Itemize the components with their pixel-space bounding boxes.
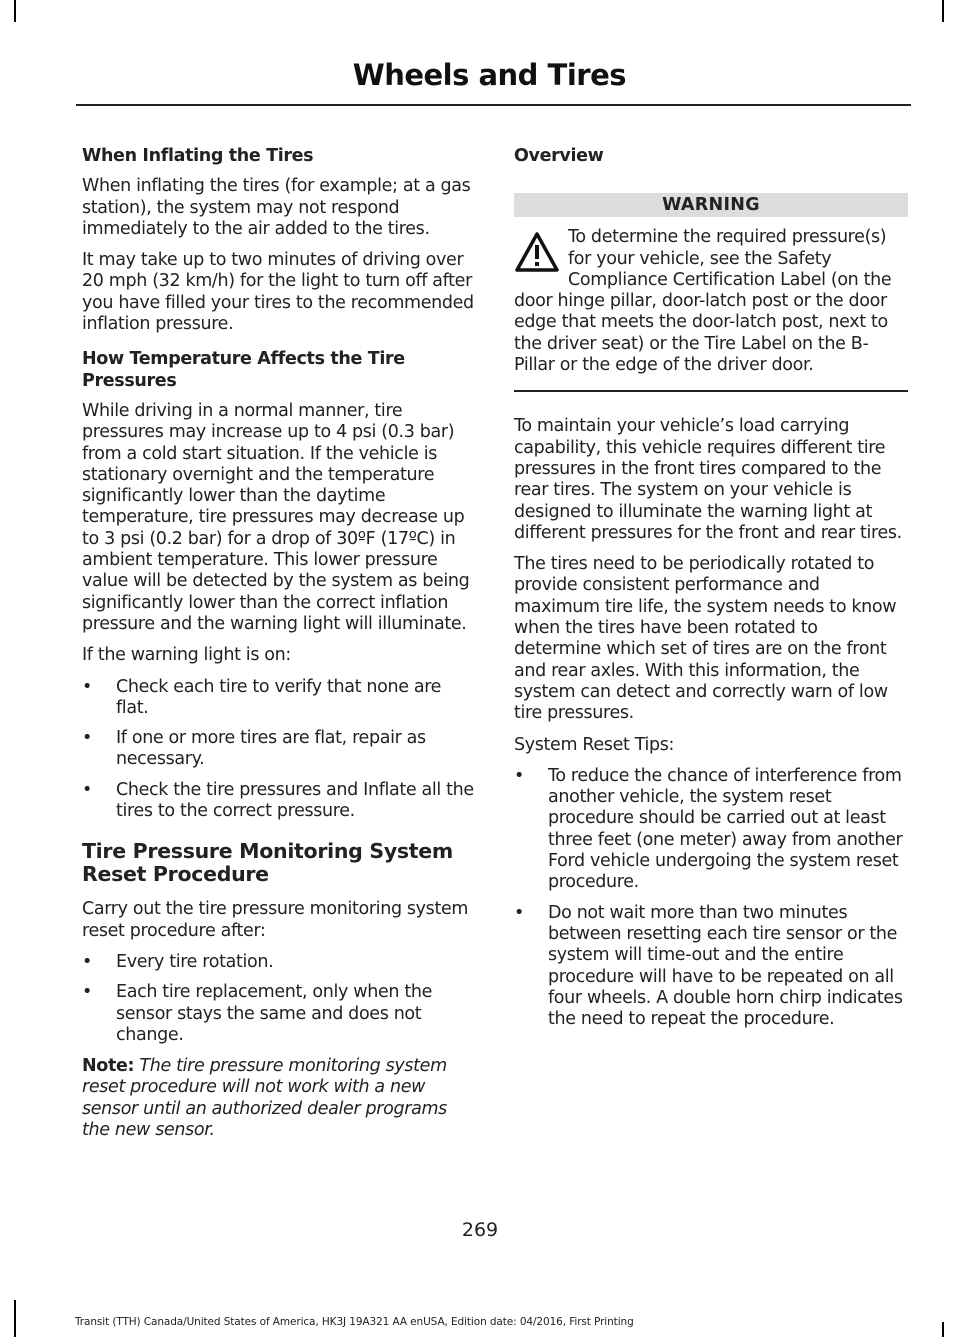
section-heading-temperature: How Temperature Affects the Tire Pressures	[82, 349, 405, 391]
crop-mark	[14, 0, 16, 22]
bullet-glyph: •	[514, 902, 524, 923]
paragraph: The tires need to be periodically rotated to provide consistent performance and maximum tire life, the system needs to know when the tires have been rotated to determine which set of tires are on the front and rear axles. With this information, the system can detect and correctly warn of low tire pressures.	[514, 554, 897, 724]
bullet-list	[82, 677, 476, 823]
bullet-list	[514, 766, 908, 1031]
section-heading-reset: Tire Pressure Monitoring System Reset Procedure	[82, 839, 453, 886]
paragraph: If the warning light is on:	[82, 645, 291, 666]
list-item	[514, 903, 908, 1031]
list-item-text: Check the tire pressures and Inflate all the tires to the correct pressure.	[116, 779, 474, 822]
list-item	[82, 982, 476, 1046]
paragraph: System Reset Tips:	[514, 734, 675, 755]
warning-box	[514, 227, 908, 392]
bullet-glyph: •	[82, 676, 92, 697]
crop-mark	[942, 1322, 944, 1337]
bullet-list	[82, 952, 476, 1046]
paragraph: To maintain your vehicle’s load carrying capability, this vehicle requires different tire pressures in the front tires compared to the rear tires. The system on your vehicle is designed to illuminate the warning light at different pressures for the front and rear tires.	[514, 416, 902, 543]
footer-text: Transit (TTH) Canada/United States of America, HK3J 19A321 AA enUSA, Edition date: 04/2016, First Printing	[75, 1316, 634, 1328]
left-column	[82, 146, 476, 1151]
header-divider	[76, 104, 911, 106]
list-item	[514, 766, 908, 894]
section-heading-overview: Overview	[514, 146, 604, 166]
warning-text: To determine the required pressure(s) for your vehicle, see the Safety Compliance Certification Label (on the door hinge pillar, door-latch post or the door edge that meets the door-latch post, next to the driver seat) or the Tire Label on the B-Pillar or the edge of the driver door.	[514, 227, 892, 376]
bullet-glyph: •	[82, 951, 92, 972]
page-header-title: Wheels and Tires	[352, 58, 626, 92]
list-item	[82, 677, 476, 720]
bullet-glyph: •	[82, 982, 92, 1003]
list-item	[82, 728, 476, 771]
section-heading-inflating: When Inflating the Tires	[82, 146, 314, 166]
note-label: Note:	[82, 1056, 135, 1077]
paragraph: When inflating the tires (for example; at a gas station), the system may not respond immediately to the air added to the tires.	[82, 176, 471, 239]
note-text: The tire pressure monitoring system reset procedure will not work with a new sensor until an authorized dealer programs the new sensor.	[82, 1056, 447, 1140]
crop-mark	[942, 0, 944, 22]
paragraph: While driving in a normal manner, tire pressures may increase up to 4 psi (0.3 bar) from a cold start situation. If the vehicle is stationary overnight and the temperature significantly lower than the daytime temperature, tire pressures may decrease up to 3 psi (0.2 bar) for a drop of 30ºF (17ºC) in ambient temperature. This lower pressure value will be detected by the system as being significantly lower than the correct inflation pressure and the warning light will illuminate.	[82, 400, 470, 634]
list-item-text: Each tire replacement, only when the sensor stays the same and does not change.	[116, 982, 432, 1045]
warning-label: WARNING	[514, 193, 908, 217]
warning-triangle-icon	[514, 231, 560, 273]
list-item-text: To reduce the chance of interference from another vehicle, the system reset procedure should be carried out at least three feet (one meter) away from another Ford vehicle undergoing the system reset procedure.	[548, 765, 903, 893]
list-item	[82, 952, 476, 973]
list-item-text: Check each tire to verify that none are flat.	[116, 676, 442, 718]
bullet-glyph: •	[82, 779, 92, 800]
list-item-text: Every tire rotation.	[116, 951, 274, 972]
bullet-glyph: •	[82, 728, 92, 749]
page-number: 269	[461, 1219, 499, 1241]
paragraph: Carry out the tire pressure monitoring system reset procedure after:	[82, 899, 469, 941]
crop-mark	[14, 1300, 16, 1337]
paragraph: It may take up to two minutes of driving over 20 mph (32 km/h) for the light to turn off after you have filled your tires to the recommended inflation pressure.	[82, 250, 474, 335]
list-item-text: Do not wait more than two minutes between resetting each tire sensor or the system will time-out and the entire procedure will have to be repeated on all four wheels. A double horn chirp indicates the need to repeat the procedure.	[548, 902, 903, 1030]
note	[82, 1056, 476, 1141]
list-item-text: If one or more tires are flat, repair as necessary.	[116, 728, 426, 770]
list-item	[82, 780, 476, 823]
right-column	[514, 146, 908, 1040]
bullet-glyph: •	[514, 765, 524, 786]
